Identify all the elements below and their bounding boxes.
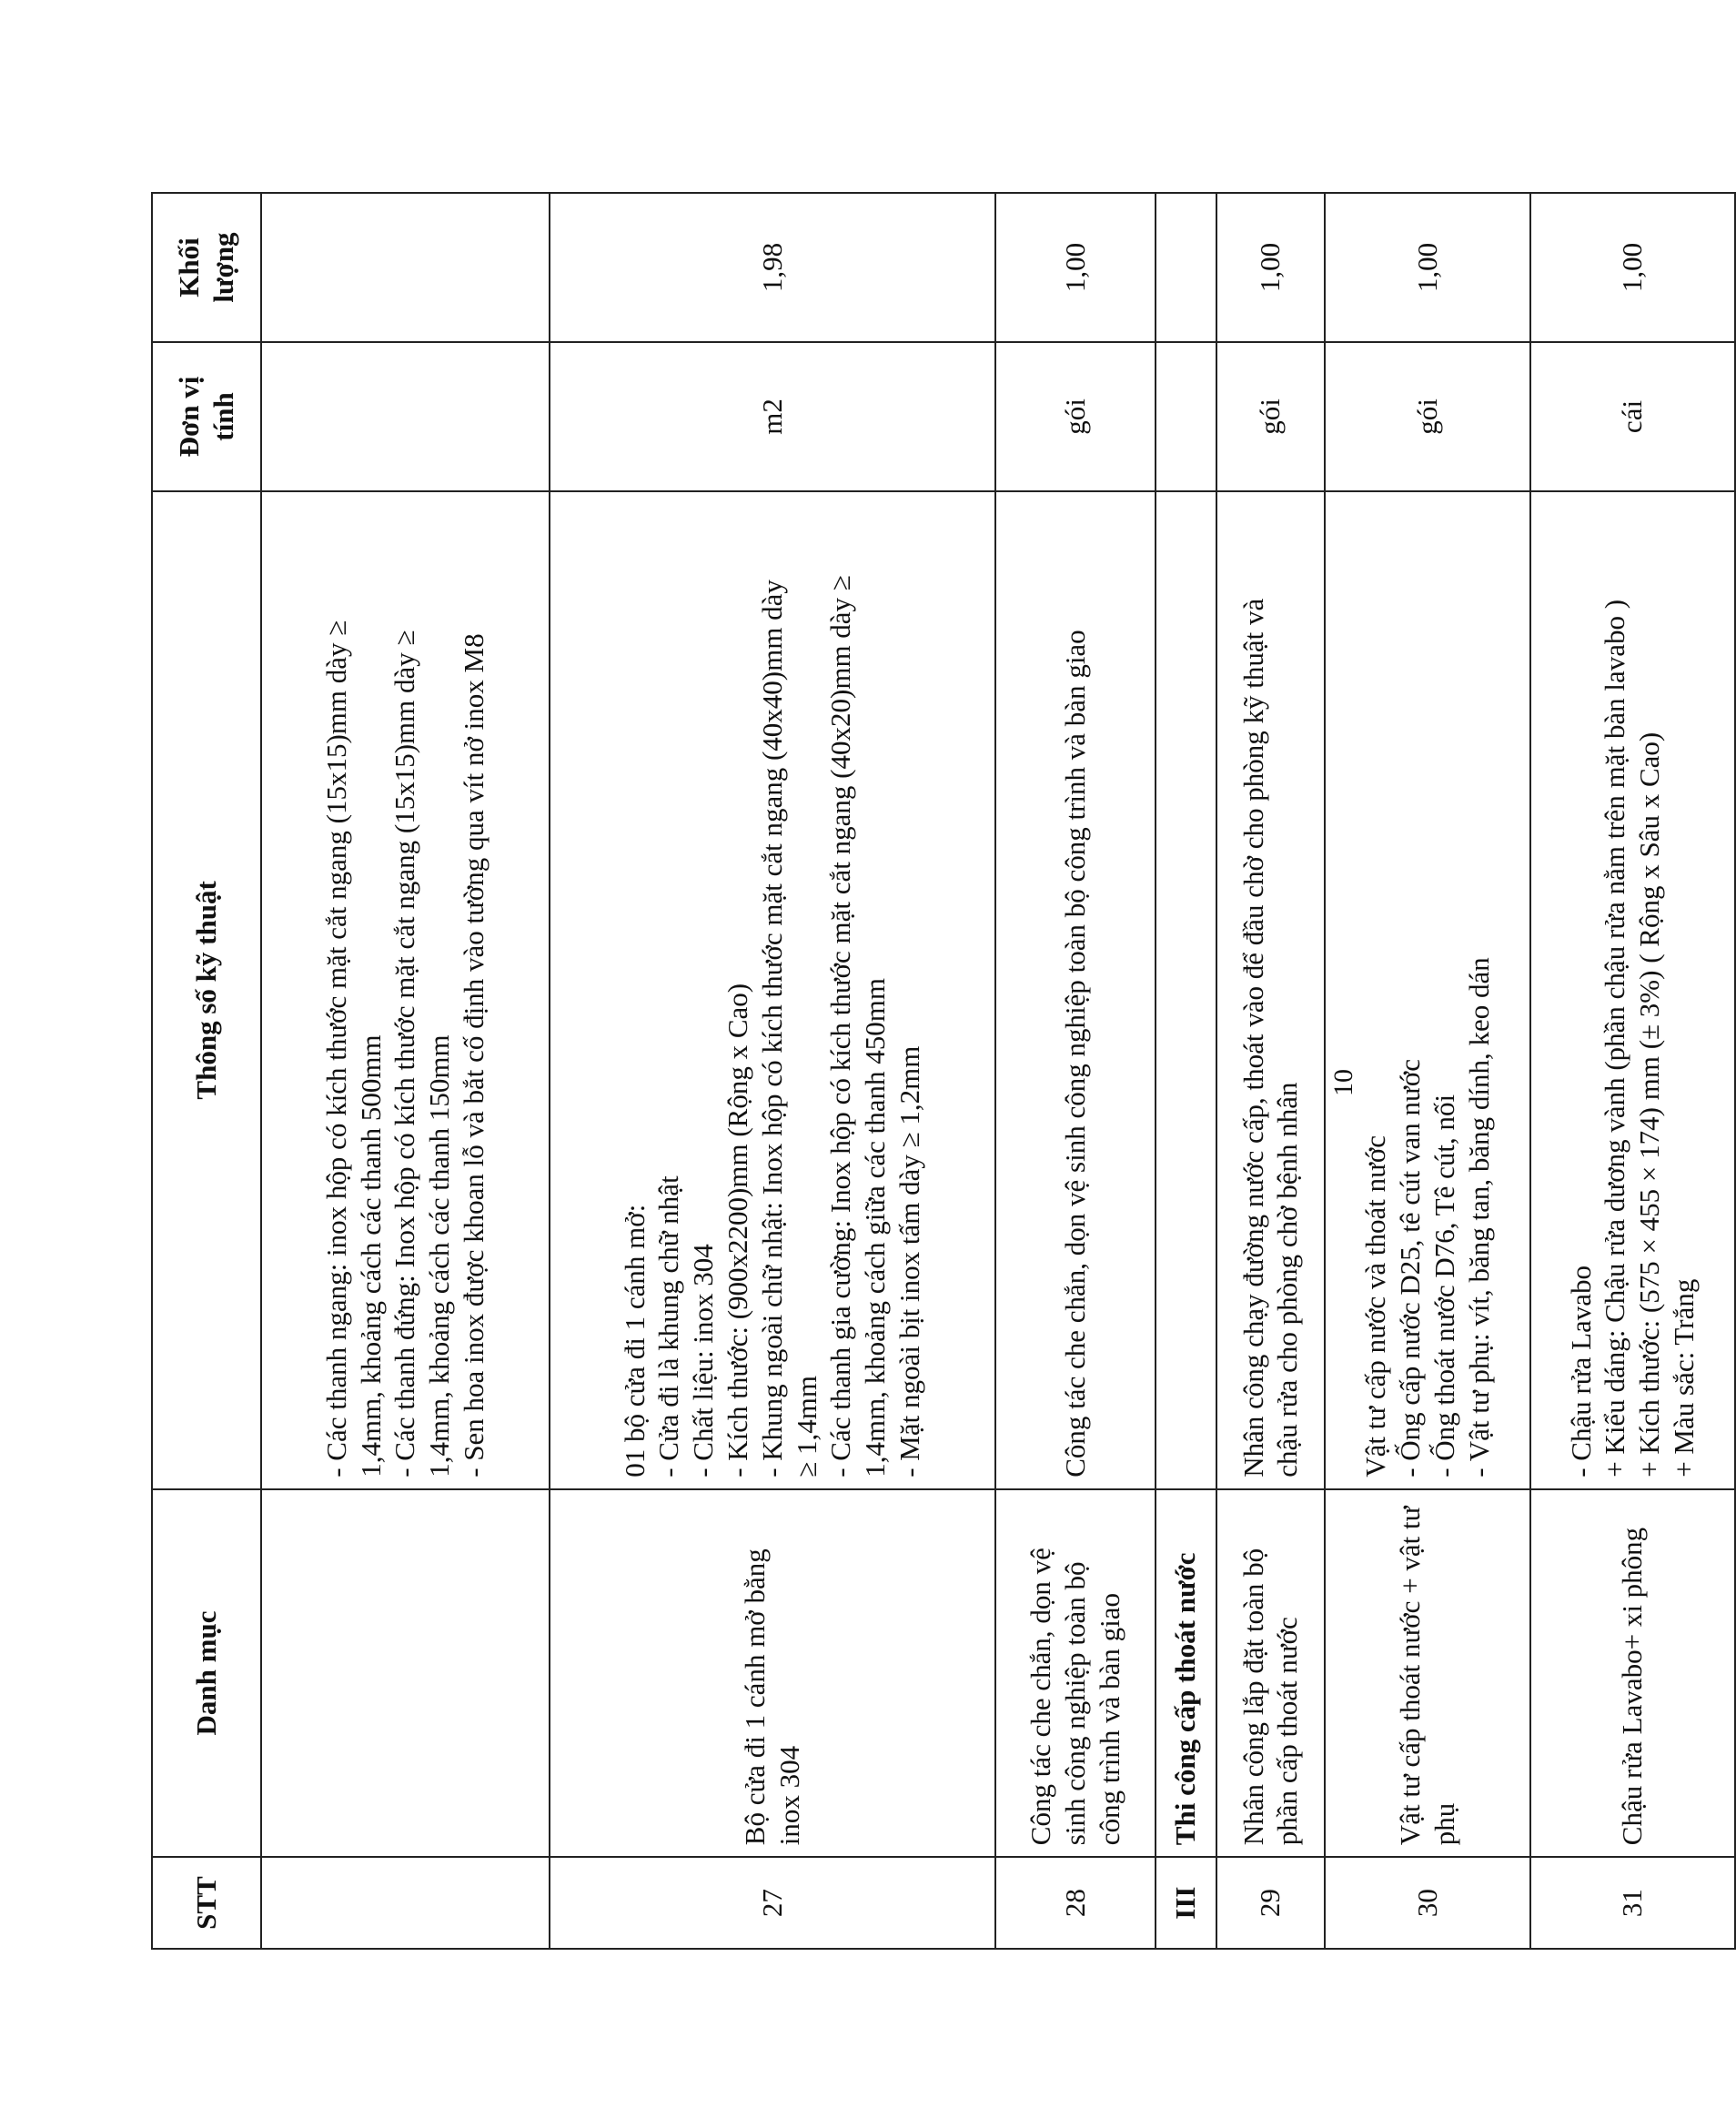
cell-thong-so [1156, 491, 1216, 1489]
cell-don-vi: cái [1530, 342, 1735, 491]
spec-line: 1,4mm, khoảng cách giữa các thanh 450mm [859, 977, 892, 1477]
spec-line: + Màu sắc: Trắng [1668, 1278, 1701, 1477]
spec-table [151, 192, 1736, 1950]
cell-danh-muc: Công tác che chắn, dọn vệ sinh công nghiệp toàn bộ công trình và bàn giao [995, 1489, 1156, 1857]
rotated-table-wrapper [151, 192, 1736, 1950]
spec-line: - Các thanh ngang: inox hộp có kích thước mặt cắt ngang (15x15)mm dày ≥ [319, 620, 352, 1477]
spec-line: - Kích thước: (900x2200)mm (Rộng x Cao) [722, 983, 754, 1477]
table-row [550, 193, 995, 1949]
table-row [261, 193, 550, 1949]
cell-don-vi: gói [1325, 342, 1529, 491]
spec-line: - Chất liệu: inox 304 [687, 1244, 720, 1477]
spec-line: 1,4mm, khoảng cách các thanh 150mm [423, 1034, 456, 1477]
cell-stt: 30 [1325, 1857, 1529, 1949]
spec-line: Nhân công chạy đường nước cấp, thoát vào để đầu chờ cho phòng kỹ thuật và [1236, 598, 1269, 1477]
header-thong-so: Thông số kỹ thuật [152, 491, 261, 1489]
cell-khoi-luong [1156, 193, 1216, 342]
cell-stt: 28 [995, 1857, 1156, 1949]
cell-don-vi: gói [995, 342, 1156, 491]
cell-khoi-luong: 1,00 [995, 193, 1156, 342]
cell-danh-muc: Thi công cấp thoát nước [1156, 1489, 1216, 1857]
cell-thong-so [550, 491, 995, 1489]
spec-line: - Khung ngoài chữ nhật: Inox hộp có kích thước mặt cắt ngang (40x40)mm dày [755, 580, 788, 1477]
table-row [1530, 193, 1735, 1949]
header-row [152, 193, 261, 1949]
cell-danh-muc [261, 1489, 550, 1857]
cell-khoi-luong [261, 193, 550, 342]
cell-stt: 31 [1530, 1857, 1735, 1949]
cell-danh-muc: Bộ cửa đi 1 cánh mở bằng inox 304 [550, 1489, 995, 1857]
cell-thong-so [1325, 491, 1529, 1489]
spec-line: - Ống thoát nước D76, Tê cút, nối [1428, 1094, 1460, 1477]
spec-line: 01 bộ cửa đi 1 cánh mở: [618, 1204, 651, 1477]
section-row [1156, 193, 1216, 1949]
spec-line: Công tác che chắn, dọn vệ sinh công nghiệp toàn bộ công trình và bàn giao [1058, 630, 1091, 1477]
spec-line: + Kích thước: (575 × 455 × 174) mm (± 3%) ( Rộng x Sâu x Cao) [1633, 731, 1666, 1477]
table-row [1216, 193, 1326, 1949]
header-khoi-luong: Khối lượng [152, 193, 261, 342]
cell-danh-muc: Vật tư cấp thoát nước + vật tư phụ [1325, 1489, 1529, 1857]
cell-danh-muc: Nhân công lắp đặt toàn bộ phần cấp thoát nước [1216, 1489, 1326, 1857]
spec-line: Vật tư cấp nước và thoát nước [1359, 1135, 1392, 1477]
spec-line: + Kiểu dáng: Chậu rửa dương vành (phần chậu rửa nằm trên mặt bàn lavabo ) [1599, 599, 1631, 1477]
table-body [261, 193, 1735, 1949]
cell-don-vi: gói [1216, 342, 1326, 491]
cell-khoi-luong: 1,00 [1216, 193, 1326, 342]
header-don-vi: Đơn vị tính [152, 342, 261, 491]
spec-line: - Các thanh gia cường: Inox hộp có kích thước mặt cắt ngang (40x20)mm dày ≥ [824, 575, 857, 1477]
cell-stt: 27 [550, 1857, 995, 1949]
cell-khoi-luong: 1,98 [550, 193, 995, 342]
cell-don-vi [1156, 342, 1216, 491]
spec-line: 1,4mm, khoảng cách các thanh 500mm [354, 1034, 387, 1477]
spec-line: - Các thanh đứng: Inox hộp có kích thước mặt cắt ngang (15x15)mm dày ≥ [389, 630, 421, 1477]
spec-line: - Vật tư phụ: vít, băng tan, băng dính, keo dán [1462, 957, 1495, 1477]
spec-line: chậu rửa cho phòng chờ bệnh nhân [1271, 1082, 1304, 1477]
cell-khoi-luong: 1,00 [1530, 193, 1735, 342]
spec-line: - Mặt ngoài bịt inox tấm dày ≥ 1,2mm [893, 1045, 926, 1477]
spec-line: ≥ 1,4mm [790, 1376, 823, 1477]
page-number: 10 [1328, 1069, 1358, 1096]
cell-don-vi: m2 [550, 342, 995, 491]
spec-line: - Chậu rửa Lavabo [1564, 1265, 1597, 1477]
spec-line: - Sen hoa inox được khoan lỗ và bắt cố định vào tường qua vít nở inox M8 [458, 633, 490, 1477]
cell-thong-so [261, 491, 550, 1489]
cell-thong-so [1530, 491, 1735, 1489]
table-row [995, 193, 1156, 1949]
cell-stt: III [1156, 1857, 1216, 1949]
cell-thong-so [1216, 491, 1326, 1489]
spec-line: - Cửa đi là khung chữ nhật [652, 1175, 685, 1477]
header-stt: STT [152, 1857, 261, 1949]
spec-line: - Ống cấp nước D25, tê cút van nước [1394, 1059, 1427, 1477]
cell-thong-so [995, 491, 1156, 1489]
cell-don-vi [261, 342, 550, 491]
cell-khoi-luong: 1,00 [1325, 193, 1529, 342]
cell-danh-muc: Chậu rửa Lavabo+ xi phông [1530, 1489, 1735, 1857]
header-danh-muc: Danh mục [152, 1489, 261, 1857]
cell-stt [261, 1857, 550, 1949]
cell-stt: 29 [1216, 1857, 1326, 1949]
